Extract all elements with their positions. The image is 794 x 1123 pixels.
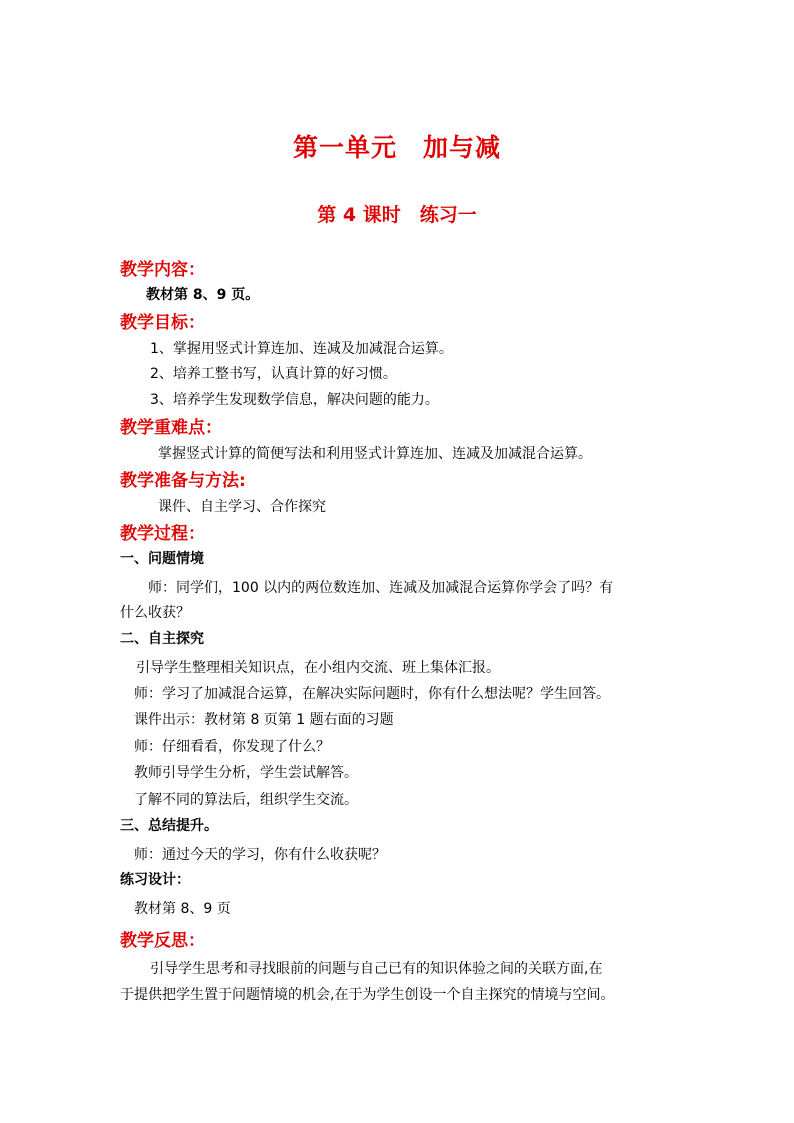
heading-content: 教学内容：	[120, 260, 205, 280]
part1-line1: 师：同学们，100 以内的两位数连加、连减及加减混合运算你学会了吗？有	[148, 580, 614, 596]
part2-line4: 师：仔细看看，你发现了什么？	[134, 739, 330, 755]
lesson-subtitle: 第 4 课时 练习一	[317, 204, 477, 226]
reflection-line2: 于提供把学生置于问题情境的机会,在于为学生创设一个自主探究的情境与空间。	[120, 987, 615, 1003]
content-text: 教材第 8、9 页。	[146, 287, 260, 303]
part2-line1: 引导学生整理相关知识点，在小组内交流、班上集体汇报。	[136, 660, 500, 676]
preparation-text: 课件、自主学习、合作探究	[158, 499, 326, 515]
goal-item-1: 1、掌握用竖式计算连加、连减及加减混合运算。	[150, 341, 453, 357]
exercise-text: 教材第 8、9 页	[134, 901, 231, 917]
unit-title: 第一单元 加与减	[292, 133, 501, 162]
exercise-title: 练习设计：	[120, 872, 190, 888]
part2-line3: 课件出示：教材第 8 页第 1 题右面的习题	[134, 712, 394, 728]
part3-title: 三、总结提升。	[120, 818, 218, 834]
part2-title: 二、自主探究	[120, 631, 204, 647]
heading-process: 教学过程：	[120, 524, 205, 544]
goal-item-2: 2、培养工整书写，认真计算的好习惯。	[150, 366, 397, 382]
heading-goals: 教学目标：	[120, 313, 205, 333]
heading-key-points: 教学重难点：	[120, 418, 222, 438]
part1-line2: 什么收获？	[120, 605, 190, 621]
part2-line5: 教师引导学生分析，学生尝试解答。	[134, 765, 358, 781]
key-points-text: 掌握竖式计算的简便写法和利用竖式计算连加、连减及加减混合运算。	[158, 446, 592, 462]
reflection-line1: 引导学生思考和寻找眼前的问题与自己已有的知识体验之间的关联方面,在	[150, 961, 603, 977]
part2-line2: 师：学习了加减混合运算，在解决实际问题时，你有什么想法呢？学生回答。	[134, 686, 610, 702]
part3-line: 师：通过今天的学习，你有什么收获呢？	[134, 847, 386, 863]
heading-reflection: 教学反思：	[120, 931, 205, 951]
part1-title: 一、问题情境	[120, 551, 204, 567]
heading-preparation: 教学准备与方法:	[120, 471, 246, 491]
goal-item-3: 3、培养学生发现数学信息，解决问题的能力。	[150, 392, 439, 408]
part2-line6: 了解不同的算法后，组织学生交流。	[134, 792, 358, 808]
